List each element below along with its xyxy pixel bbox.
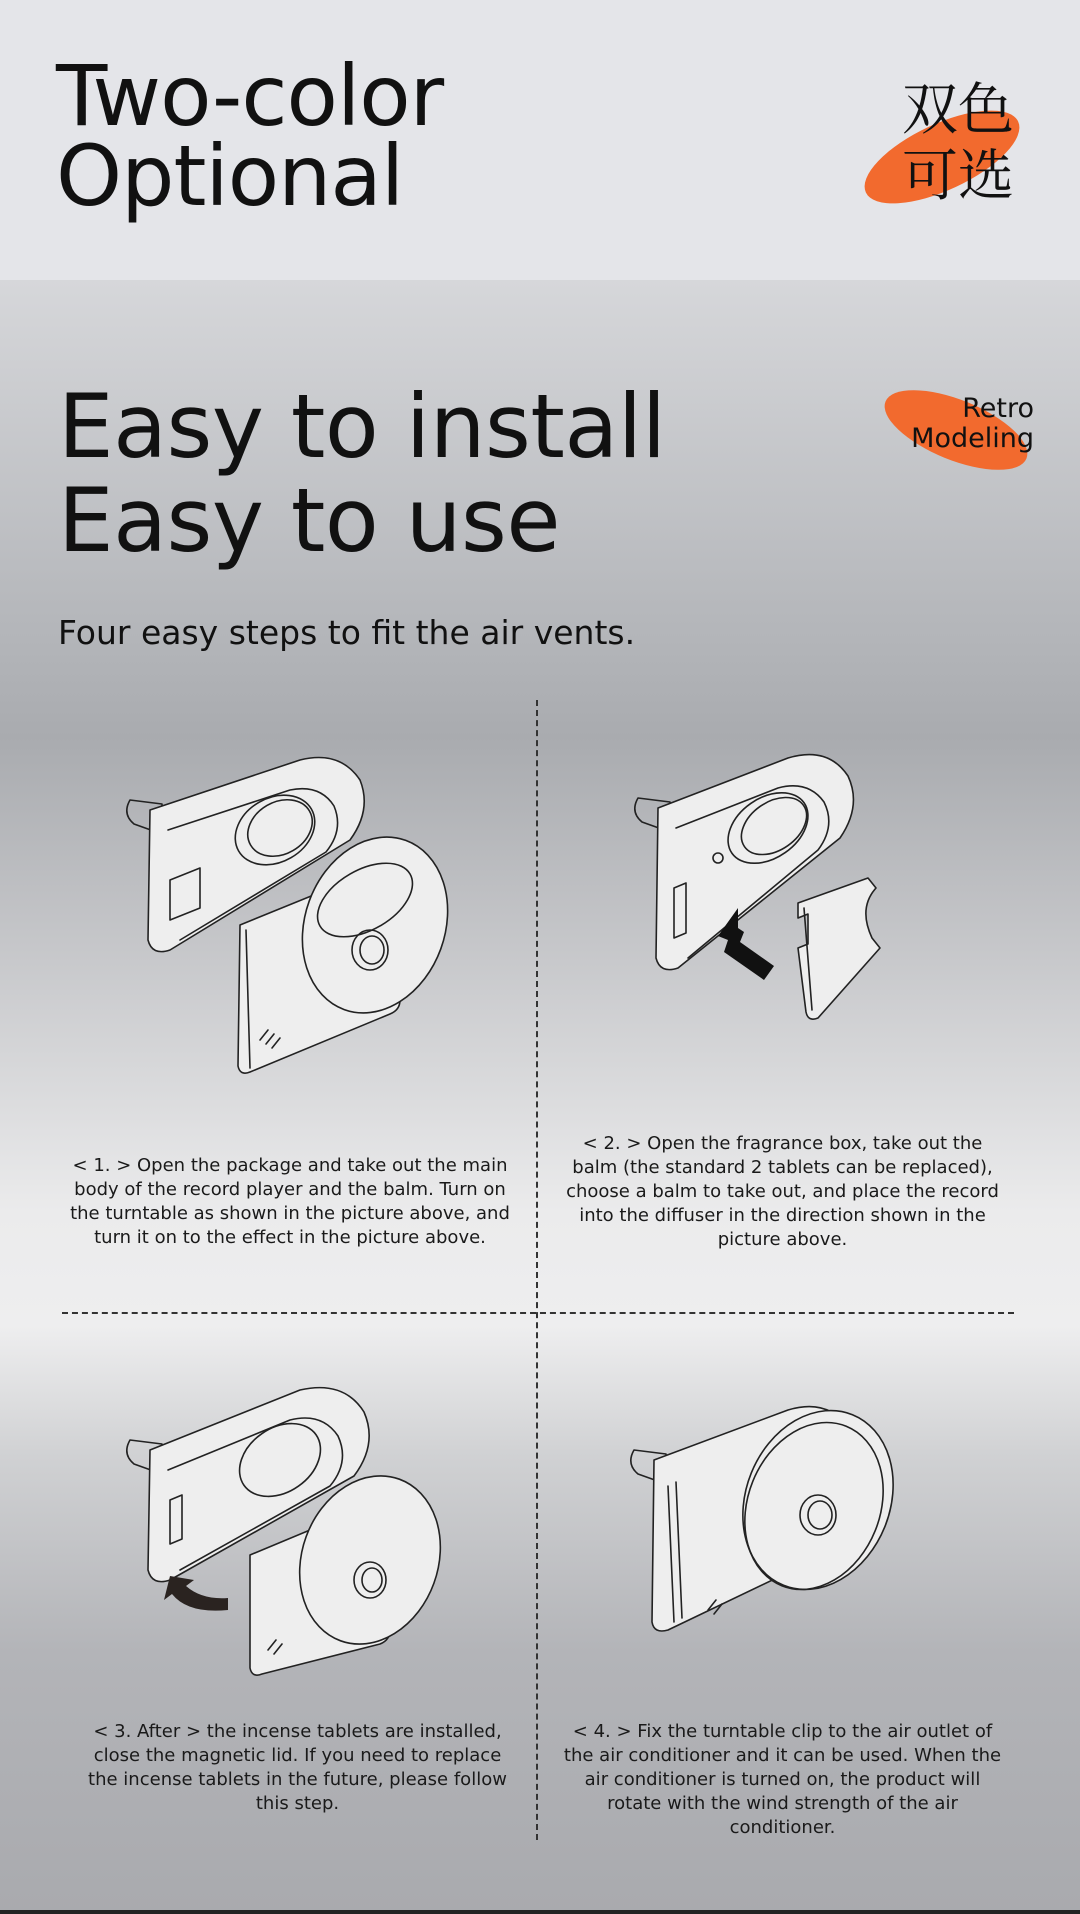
cn-line-2: 可选 xyxy=(902,144,1014,209)
install-section xyxy=(0,280,1080,1914)
step-1-illustration xyxy=(110,750,490,1090)
horizontal-divider xyxy=(62,1312,1014,1314)
headline xyxy=(58,375,666,572)
step-4-illustration xyxy=(628,1390,928,1660)
subtitle: Four easy steps to fit the air vents. xyxy=(58,613,636,652)
retro-line-1: Retro xyxy=(962,393,1034,424)
cn-line-1: 双色 xyxy=(902,78,1014,143)
step-2-illustration xyxy=(628,738,928,1078)
title-line-1: Two-color xyxy=(56,47,444,145)
step-2-caption: < 2. > Open the fragrance box, take out the balm (the standard 2 tablets can be replaced), choose a balm to take out, and place the record into the diffuser in the direction shown in the picture above. xyxy=(566,1133,999,1250)
device-assembled-icon xyxy=(628,1390,928,1660)
headline-line-1: Easy to install xyxy=(58,375,666,478)
vertical-divider xyxy=(536,700,538,1840)
top-section xyxy=(0,0,1080,280)
retro-line-2: Modeling xyxy=(911,423,1034,454)
headline-line-2: Easy to use xyxy=(58,469,561,572)
step-1-caption: < 1. > Open the package and take out the main body of the record player and the balm. Turn on the turntable as shown in the picture above, and turn it on to the effect in the picture above. xyxy=(70,1155,510,1248)
cn-badge-text xyxy=(902,78,1014,210)
bottom-edge xyxy=(0,1910,1080,1914)
title-line-2: Optional xyxy=(56,127,404,225)
device-close-lid-icon xyxy=(120,1380,480,1680)
device-open-icon xyxy=(110,750,490,1090)
step-3-illustration xyxy=(120,1380,480,1680)
device-balm-icon xyxy=(628,738,928,1078)
retro-badge xyxy=(878,384,1048,484)
cn-badge xyxy=(856,78,1026,218)
two-color-title xyxy=(56,47,444,225)
retro-badge-text xyxy=(911,394,1034,454)
step-3-caption: < 3. After > the incense tablets are installed, close the magnetic lid. If you need to replace the incense tablets in the future, please follow this step. xyxy=(88,1721,507,1814)
step-4-caption: < 4. > Fix the turntable clip to the air outlet of the air conditioner and it can be used. When the air conditioner is turned on, the product will rotate with the wind strength of the air conditioner. xyxy=(563,1721,1002,1838)
